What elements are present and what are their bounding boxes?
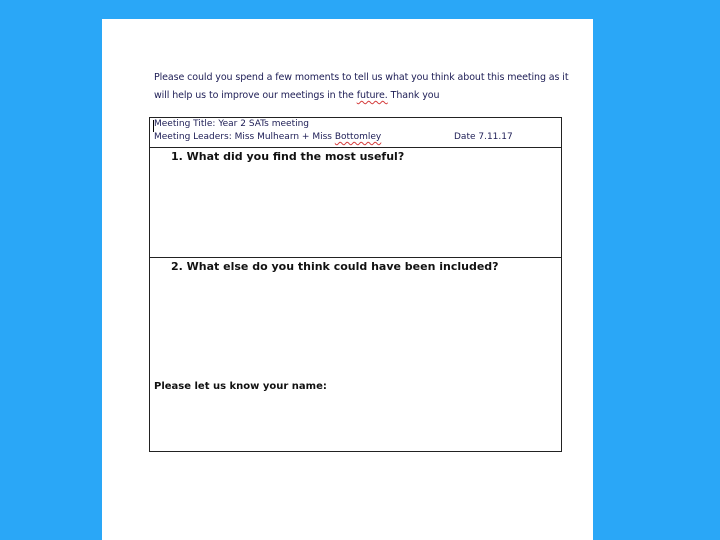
intro-line-2	[154, 87, 554, 105]
meeting-leaders-prefix: Meeting Leaders: Miss Mulhearn + Miss	[154, 132, 335, 142]
intro-line-2-start: will help us to improve our meetings in the	[154, 90, 357, 101]
meeting-info-row[interactable]	[150, 118, 561, 148]
question-2-label: 2. What else do you think could have been included?	[171, 260, 499, 273]
meeting-title: Meeting Title: Year 2 SATs meeting	[154, 119, 310, 129]
intro-line-1: Please could you spend a few moments to tell us what you think about this meeting as it	[154, 72, 569, 83]
name-prompt: Please let us know your name:	[154, 381, 327, 392]
meeting-date: Date 7.11.17	[454, 132, 513, 142]
intro-text	[154, 69, 569, 105]
meeting-leaders	[154, 132, 381, 142]
question-1-cell[interactable]	[150, 148, 561, 258]
feedback-form-table	[149, 117, 562, 452]
question-2-cell[interactable]	[150, 258, 561, 451]
spellcheck-name: Bottomley	[334, 132, 382, 142]
spellcheck-word: future.	[356, 90, 388, 101]
question-1-label: 1. What did you find the most useful?	[171, 150, 405, 163]
intro-line-2-end: Thank you	[387, 90, 440, 101]
document-page	[102, 19, 593, 540]
